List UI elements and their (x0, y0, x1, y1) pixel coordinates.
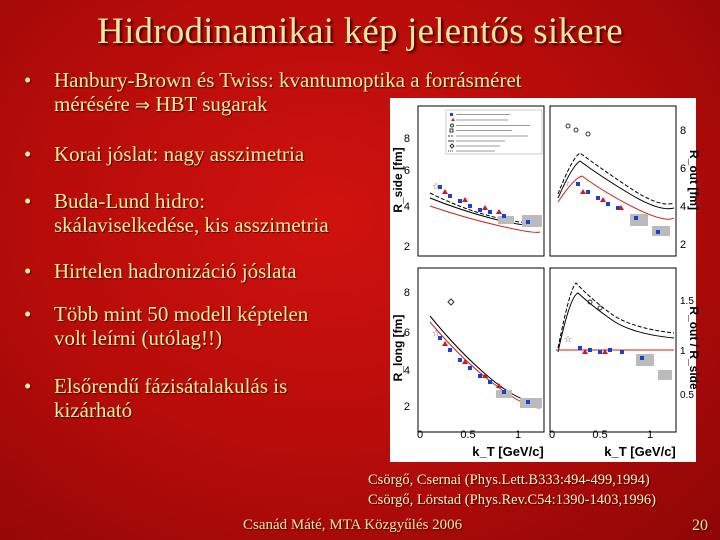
y-tick-left: 8 (403, 287, 410, 299)
legend (446, 110, 542, 154)
y-tick-right: 1 (680, 346, 686, 357)
y-tick-right: 4 (680, 201, 687, 213)
star-marker: ☆ (564, 334, 573, 344)
y-tick-right: 8 (680, 125, 687, 137)
y-tick-right: 2 (680, 239, 687, 251)
rout-axis-label: R_out [fm] (687, 150, 701, 210)
rout-curves (558, 153, 674, 236)
bullet-marker: • (24, 302, 32, 326)
rlong-curves (430, 316, 542, 408)
footer-author: Csanád Máté, MTA Közgyűlés 2006 (243, 517, 463, 533)
bullet-line: mérésére (54, 92, 136, 116)
implies-arrow-icon: ⇒ (135, 95, 151, 116)
rside-curves (430, 193, 542, 232)
star-marker: ☆ (432, 328, 441, 338)
y-tick-left: 4 (403, 201, 410, 213)
y-tick-left: 6 (403, 327, 410, 339)
bullet-line: Buda-Lund hidro: (54, 189, 206, 213)
bullet-marker: • (24, 189, 32, 213)
x-axis-label: k_T [GeV/c] (472, 444, 544, 459)
bullet-marker: • (24, 142, 32, 166)
bullet-text (54, 374, 287, 422)
star-marker: ☆ (562, 178, 571, 188)
bullet-line: skálaviselkedése, kis asszimetria (54, 213, 329, 237)
bullet-line: Hirtelen hadronizáció jóslata (54, 259, 297, 283)
bullet-line: Korai jóslat: nagy asszimetria (54, 142, 305, 166)
reference-line: Csörgő, Csernai (Phys.Lett.B333:494-499,1994) (368, 472, 650, 488)
hbt-figure-svg (390, 98, 701, 462)
bullet-text (54, 189, 329, 237)
bullet-marker: • (24, 259, 32, 283)
rside-axis-label: R_side [fm] (391, 147, 405, 213)
rside-points (432, 181, 530, 224)
bullet-line: Elsőrendű fázisátalakulás is (54, 374, 288, 398)
ratio-axis-label: R_out / R_side (687, 306, 701, 390)
rlong-points (432, 299, 530, 404)
bullet-line: Hanbury-Brown és Twiss: kvantumoptika a forrásméret (54, 68, 522, 92)
ratio-curves (556, 283, 674, 380)
page-number: 20 (692, 517, 708, 534)
bullet-text (54, 302, 308, 350)
y-tick-right: 0.5 (680, 390, 694, 401)
bullet-line: volt leírni (utólag!!) (54, 326, 222, 350)
bullet-line: HBT sugarak (150, 92, 268, 116)
bullet-line: kizárható (54, 398, 133, 422)
x-axis-label: k_T [GeV/c] (604, 444, 676, 459)
y-tick-left: 4 (403, 365, 410, 377)
y-tick-left: 8 (403, 133, 410, 145)
rlong-axis-label: R_long [fm] (391, 314, 405, 382)
x-tick: 0.5 (460, 429, 476, 441)
y-tick-left: 2 (403, 241, 410, 253)
x-tick: 1 (514, 429, 522, 441)
star-marker: ☆ (432, 181, 441, 191)
y-tick-left: 6 (403, 165, 410, 177)
bullet-marker: • (24, 374, 32, 398)
y-tick-left: 2 (403, 401, 410, 413)
slide-title: Hidrodinamikai kép jelentős sikere (97, 11, 623, 52)
x-tick: 0 (548, 429, 556, 441)
x-tick: 0.5 (592, 429, 608, 441)
reference-line: Csörgő, Lörstad (Phys.Rev.C54:1390-1403,1996) (368, 492, 656, 508)
bullet-marker: • (24, 68, 32, 92)
y-tick-right: 6 (680, 163, 687, 175)
hbt-radii-figure (390, 98, 701, 462)
x-tick: 0 (416, 429, 424, 441)
x-tick: 1 (646, 429, 654, 441)
y-tick-right: 1.5 (680, 296, 694, 307)
bullet-line: Több mint 50 modell képtelen (54, 302, 309, 326)
references (368, 470, 656, 510)
